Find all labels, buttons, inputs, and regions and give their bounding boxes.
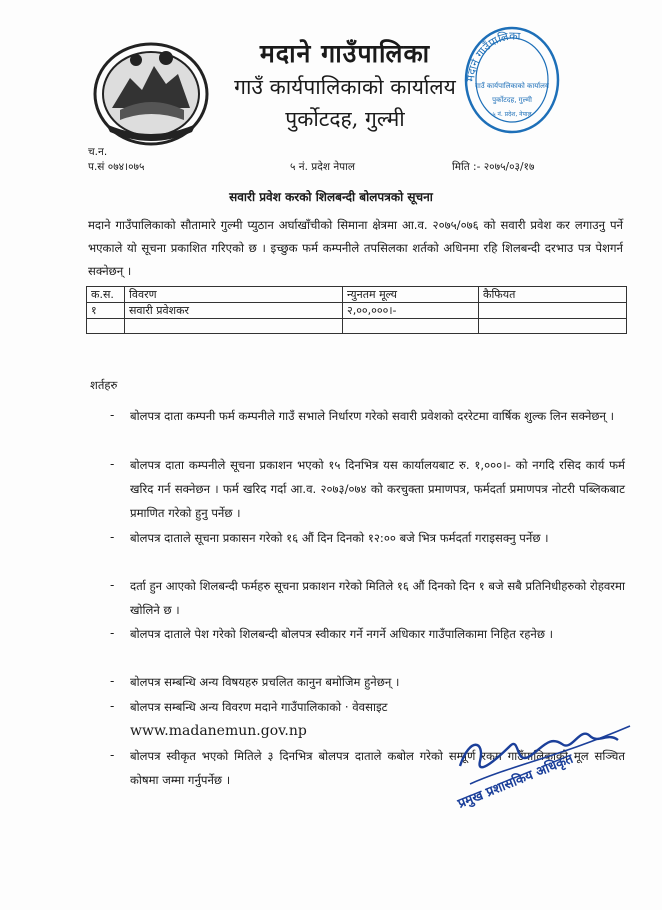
- website-link[interactable]: www.madanemun.gov.np: [130, 723, 307, 739]
- table-row: [87, 319, 627, 334]
- bullet-dash: -: [110, 748, 115, 762]
- condition-item: बोलपत्र दाताले सूचना प्रकासन गरेको १६ औं दिन दिनको १२:०० बजे भित्र फर्मदर्ता गराइसक्नु पर्नेछ ।: [130, 531, 549, 545]
- col-header-min-price: न्युनतम मूल्य: [343, 287, 479, 303]
- col-header-remarks: कैफियत: [479, 287, 627, 303]
- bullet-dash: -: [110, 699, 115, 713]
- bullet-dash: -: [110, 457, 115, 471]
- bullet-dash: -: [110, 674, 115, 688]
- conditions-heading: शर्तहरु: [90, 378, 118, 392]
- seal-mid-text: गाउँ कार्यपालिकाको कार्यालय: [475, 82, 549, 90]
- condition-item: बोलपत्र सम्बन्धि अन्य विषयहरु प्रचलित कानुन बमोजिम हुनेछन् ।: [130, 675, 400, 689]
- table-cell: सवारी प्रवेशकर: [125, 303, 343, 319]
- notice-title: सवारी प्रवेश करको शिलबन्दी बोलपत्रको सूचना: [229, 190, 433, 204]
- table-header-row: [87, 287, 627, 303]
- bullet-dash: -: [110, 530, 115, 544]
- table-cell: २,००,०००।-: [343, 303, 479, 319]
- notice-date: मिति :- २०७५/०३/१७: [452, 161, 535, 173]
- reference-number: प.सं ०७४।०७५: [88, 161, 145, 173]
- col-header-description: विवरण: [125, 287, 343, 303]
- condition-item: दर्ता हुन आएको शिलबन्दी फर्महरु सूचना प्रकाशन गरेको मितिले १६ औं दिनको दिन १ बजे सबै प्रतिनिधीहरुको रोहवरमा खोलिने छ ।: [130, 579, 625, 617]
- intro-paragraph: मदाने गाउँपालिकाको सौतामारे गुल्मी प्युठान अर्घाखाँचीको सिमाना क्षेत्रमा आ.व. २०७५/०७६ को सवारी प्रवेश कर लगाउनु पर्ने भएकाले यो सूचना प्रकाशित गरिएको छ । इच्छुक फर्म कम्पनीले तपसिलका शर्तको अधिनमा रहि शिलबन्दी दरभाउ पत्र पेशगर्न सक्नेछन् ।: [88, 218, 623, 278]
- bullet-dash: -: [110, 408, 115, 422]
- condition-item: बोलपत्र दाताले पेश गरेको शिलबन्दी बोलपत्र स्वीकार गर्ने नगर्ने अधिकार गाउँपालिकामा निहित रहनेछ ।: [130, 627, 554, 641]
- province-label: ५ नं. प्रदेश नेपाल: [290, 161, 355, 173]
- bullet-dash: -: [110, 626, 115, 640]
- condition-item: बोलपत्र दाता कम्पनी फर्म कम्पनीले गाउँ सभाले निर्धारण गरेको सवारी प्रवेशको दररेटमा वार्षिक शुल्क लिन सक्नेछन् ।: [130, 409, 615, 423]
- seal-arc-text: मदाने गाउँपालिका: [463, 29, 521, 83]
- table-cell: [479, 303, 627, 319]
- cha-no-label: च.न.: [88, 146, 108, 158]
- seal-place-text: पुर्कोटदह, गुल्मी: [492, 96, 532, 104]
- tender-table: [86, 286, 627, 334]
- condition-item: बोलपत्र सम्बन्धि अन्य विवरण मदाने गाउँपालिकाको · वेवसाइट: [130, 700, 388, 714]
- table-cell: [87, 319, 125, 334]
- office-location: पुर्कोटदह, गुल्मी: [285, 107, 405, 131]
- condition-item: बोलपत्र दाता कम्पनीले सूचना प्रकाशन भएको १५ दिनभित्र यस कार्यालयबाट रु. १,०००।- को नगदि रसिद कार्य फर्म खरिद गर्न सक्नेछन । फर्म खरिद गर्दा आ.व. २०७३/०७४ को करचुक्ता प्रमाणपत्र, फर्मदर्ता प्रमाणपत्र नोटरी पब्लिकबाट प्रमाणित गरेको हुनु पर्नेछ ।: [130, 458, 625, 520]
- table-cell: [343, 319, 479, 334]
- seal-bottom-text: ५ नं. प्रदेश, नेपाल: [492, 111, 532, 118]
- table-cell: [125, 319, 343, 334]
- col-header-sn: क.स.: [87, 287, 125, 303]
- signature-designation: प्रमुख प्रशासकिय अधिकृत: [455, 751, 576, 812]
- svg-text:मदाने गाउँपालिका: [464, 30, 521, 83]
- office-name: गाउँ कार्यपालिकाको कार्यालय: [234, 75, 456, 99]
- municipality-name: मदाने गाउँपालिका: [259, 39, 431, 68]
- condition-item: बोलपत्र स्वीकृत भएको मितिले ३ दिनभित्र बोलपत्र दाताले कबोल गरेको सम्पूर्ण रकम गाउँपालिकाको मूल सञ्चित कोषमा जम्मा गर्नुपर्नेछ ।: [130, 749, 625, 787]
- office-seal-stamp: [460, 20, 564, 138]
- bullet-dash: -: [110, 578, 115, 592]
- table-cell: [479, 319, 627, 334]
- official-signature: [440, 696, 660, 821]
- table-row: [87, 303, 627, 319]
- table-cell: १: [87, 303, 125, 319]
